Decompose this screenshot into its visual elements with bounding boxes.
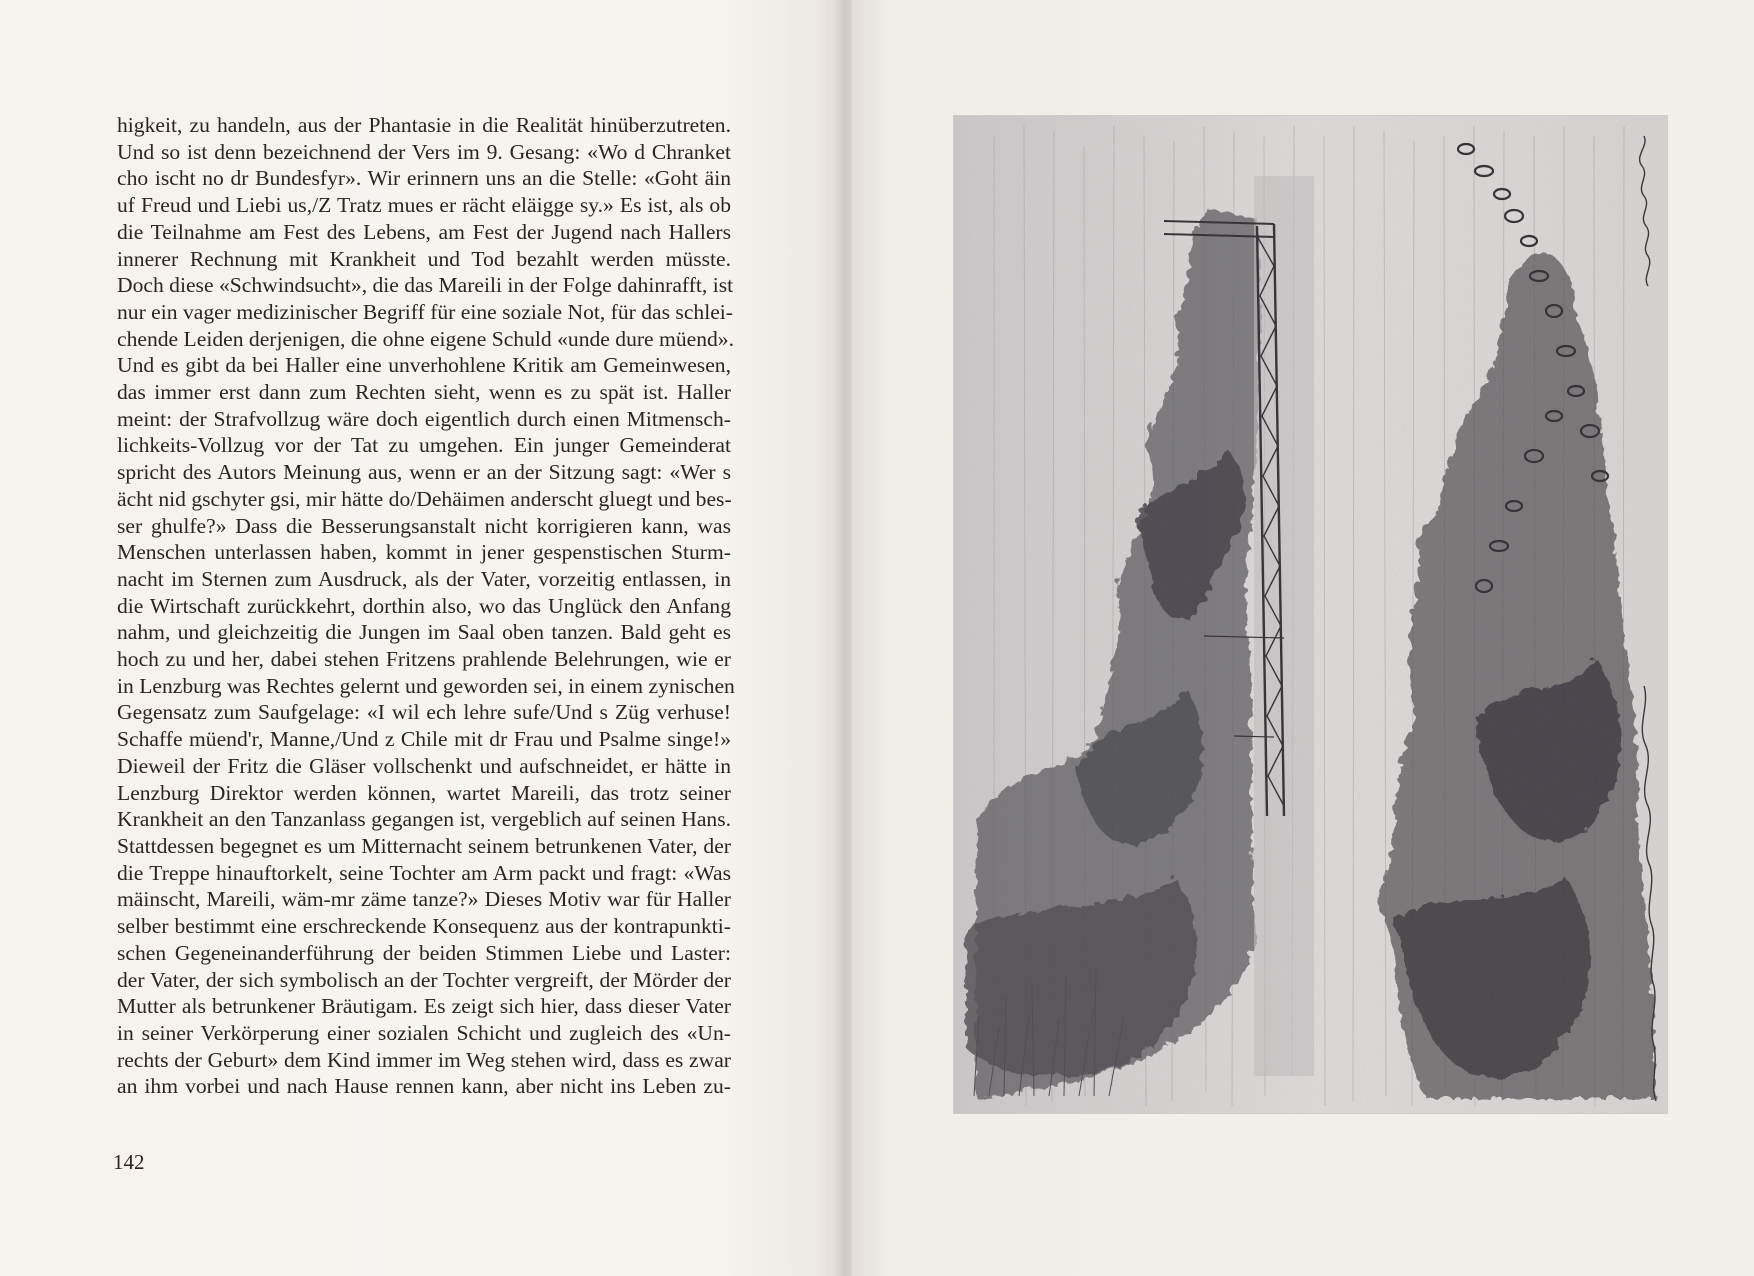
pylon-drawing xyxy=(954,116,1667,1113)
text-line: Stattdessen begegnet es um Mitternacht seinem betrunkenen Vater, der xyxy=(117,833,731,858)
text-line: Krankheit an den Tanzanlass gegangen ist, vergeblich auf seinen Hans. xyxy=(117,807,731,832)
text-line: die Teilnahme am Fest des Lebens, am Fest der Jugend nach Hallers xyxy=(117,219,731,244)
left-page xyxy=(0,0,844,1276)
text-line: rechts der Geburt» dem Kind immer im Weg stehen wird, dass es zwar xyxy=(117,1047,731,1072)
text-line: nahm, und gleichzeitig die Jungen im Saal oben tanzen. Bald geht es xyxy=(117,620,731,645)
text-line: der Vater, der sich symbolisch an der Tochter vergreift, der Mörder der xyxy=(117,967,731,992)
text-line: an ihm vorbei und nach Hause rennen kann, aber nicht ins Leben zu- xyxy=(117,1074,731,1099)
text-line: Menschen unterlassen haben, kommt in jener gespenstischen Sturm- xyxy=(117,540,731,565)
text-line: lichkeits-Vollzug vor der Tat zu umgehen. Ein junger Gemeinderat xyxy=(117,433,731,458)
text-line: Und so ist denn bezeichnend der Vers im 9. Gesang: «Wo d Chranket xyxy=(117,139,731,164)
text-line: in Lenzburg was Rechtes gelernt und geworden sei, in einem zynischen xyxy=(117,673,735,698)
text-line: meint: der Strafvollzug wäre doch eigentlich durch einen Mitmensch- xyxy=(117,406,731,431)
text-line: die Wirtschaft zurückkehrt, dorthin also, wo das Unglück den Anfang xyxy=(117,593,731,618)
text-line: Doch diese «Schwindsucht», die das Mareili in der Folge dahinrafft, ist xyxy=(117,273,734,298)
text-line: higkeit, zu handeln, aus der Phantasie in die Realität hinüberzutreten. xyxy=(117,113,731,137)
page-number: 142 xyxy=(113,1150,145,1174)
text-line: in seiner Verkörperung einer sozialen Schicht und zugleich des «Un- xyxy=(117,1020,731,1045)
text-line: ächt nid gschyter gsi, mir hätte do/Dehäimen anderscht gluegt und bes- xyxy=(117,486,732,511)
text-line: hoch zu und her, dabei stehen Fritzens prahlende Belehrungen, wie er xyxy=(117,647,731,672)
text-line: Mutter als betrunkener Bräutigam. Es zeigt sich hier, dass dieser Vater xyxy=(117,994,731,1019)
text-line: Lenzburg Direktor werden können, wartet Mareili, das trotz seiner xyxy=(117,780,731,805)
text-line: Dieweil der Fritz die Gläser vollschenkt und aufschneidet, er hätte in xyxy=(117,753,731,778)
text-line: uf Freud und Liebi us,/Z Tratz mues er rächt eläigge sy.» Es ist, als ob xyxy=(117,193,731,218)
text-line: spricht des Autors Meinung aus, wenn er an der Sitzung sagt: «Wer s xyxy=(117,460,731,485)
text-line: schen Gegeneinanderführung der beiden Stimmen Liebe und Laster: xyxy=(117,940,731,965)
text-line: Schaffe müend'r, Manne,/Und z Chile mit dr Frau und Psalme singe!» xyxy=(117,727,731,752)
text-line: Und es gibt da bei Haller eine unverhohlene Kritik am Gemeinwesen, xyxy=(117,353,731,378)
text-line: selber bestimmt eine erschreckende Konsequenz aus der kontrapunkti- xyxy=(117,914,731,939)
text-line: nacht im Sternen zum Ausdruck, als der Vater, vorzeitig entlassen, in xyxy=(117,566,731,591)
text-line: die Treppe hinauftorkelt, seine Tochter am Arm packt und fragt: «Was xyxy=(117,860,731,885)
text-line: mäinscht, Mareili, wäm-mr zäme tanze?» Dieses Motiv war für Haller xyxy=(117,887,731,912)
text-line: cho ischt no dr Bundesfyr». Wir erinnern uns an die Stelle: «Goht äin xyxy=(117,166,731,191)
text-line: chende Leiden derjenigen, die ohne eigene Schuld «unde dure müend». xyxy=(117,326,735,351)
text-line: ser ghulfe?» Dass die Besserungsanstalt nicht korrigieren kann, was xyxy=(117,513,731,538)
text-line: nur ein vager medizinischer Begriff für eine soziale Not, für das schlei- xyxy=(117,299,733,324)
text-line: innerer Rechnung mit Krankheit und Tod bezahlt werden müsste. xyxy=(117,246,731,271)
text-line: Gegensatz zum Saufgelage: «I wil ech lehre sufe/Und s Züg verhuse! xyxy=(117,700,731,725)
text-line: das immer erst dann zum Rechten sieht, wenn es zu spät ist. Haller xyxy=(117,380,731,405)
body-text xyxy=(117,112,735,1100)
pylon-drawing-art xyxy=(954,116,1667,1113)
